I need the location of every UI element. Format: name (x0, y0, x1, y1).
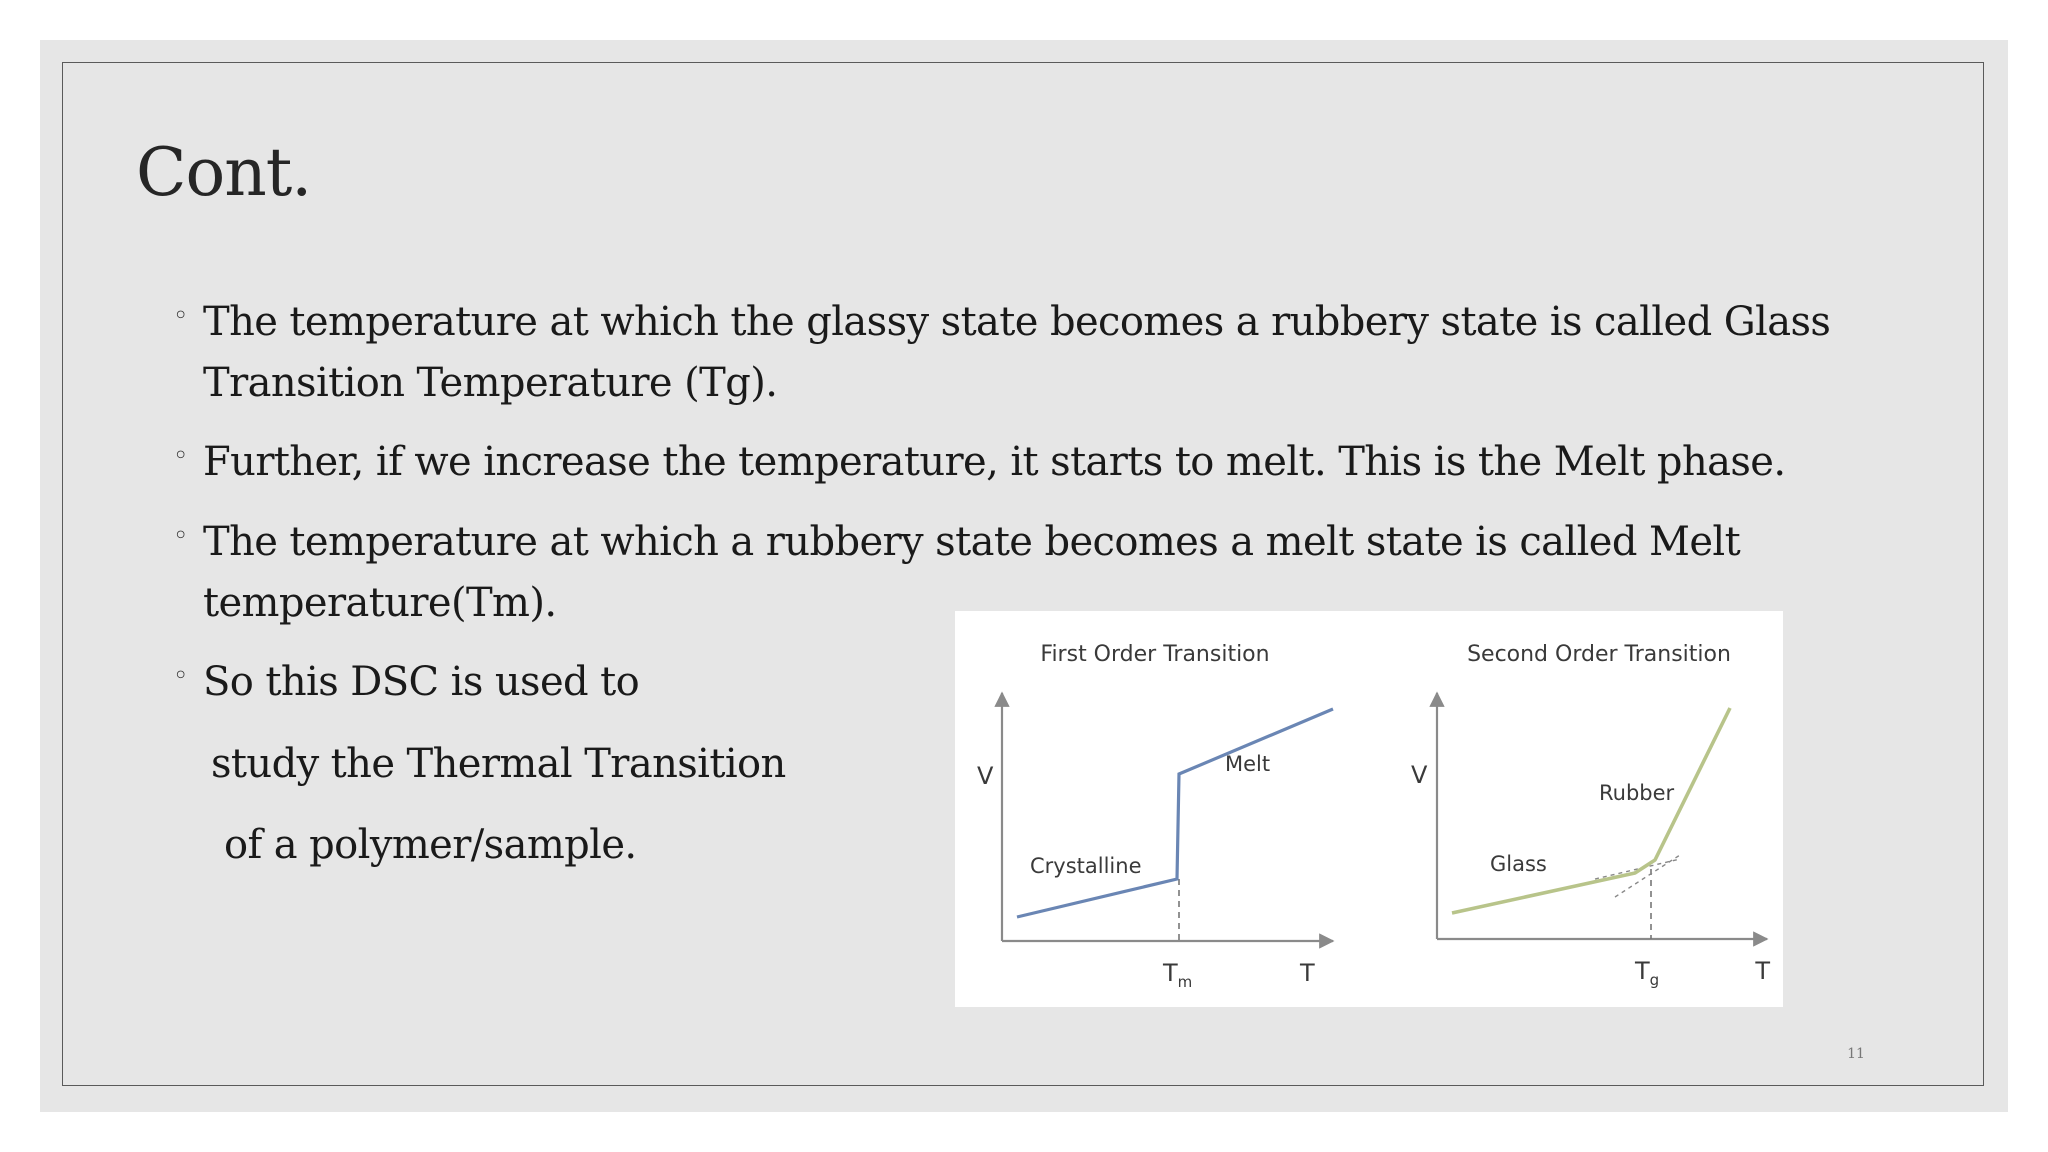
bullet-continuation-line: study the Thermal Transition (211, 741, 786, 787)
tg-label: $T_g$ (1635, 957, 1660, 989)
bullet-marker: ◦ (173, 661, 189, 691)
rubber-label: Rubber (1599, 781, 1675, 805)
thermal-transition-figure (955, 611, 1783, 1007)
bullet-marker: ◦ (173, 441, 189, 471)
bullet-item (173, 292, 1913, 414)
slide-title: Cont. (136, 134, 312, 211)
bullet-text: So this DSC is used to (203, 659, 640, 705)
crystalline-label: Crystalline (1030, 854, 1142, 878)
tg-extrapolation-glass (1595, 859, 1680, 879)
transition-diagram (955, 611, 1783, 1007)
second-order-panel (1411, 642, 1770, 989)
bullet-item (173, 432, 1913, 493)
left-x-axis-label: T (1300, 959, 1315, 987)
right-x-axis-label: T (1755, 957, 1770, 985)
slide (40, 40, 2008, 1112)
right-y-axis-label: V (1411, 761, 1428, 789)
first-order-panel (977, 642, 1333, 991)
bullet-marker: ◦ (173, 301, 189, 331)
right-panel-title: Second Order Transition (1467, 642, 1731, 667)
melt-label: Melt (1225, 752, 1271, 776)
bullet-text: The temperature at which a rubbery state becomes a melt state is called Melt temperature(Tm). (203, 519, 1741, 626)
first-order-curve (1017, 709, 1333, 917)
glass-label: Glass (1490, 852, 1547, 876)
bullet-text: Further, if we increase the temperature, it starts to melt. This is the Melt phase. (203, 439, 1786, 485)
tm-label: $T_m$ (1163, 959, 1193, 991)
page-number: 11 (1847, 1046, 1865, 1062)
bullet-text: The temperature at which the glassy state becomes a rubbery state is called Glass Transition Temperature (Tg). (203, 299, 1831, 406)
bullet-item (173, 652, 973, 713)
left-y-axis-label: V (977, 762, 994, 790)
second-order-curve (1452, 708, 1730, 913)
bullet-marker: ◦ (173, 521, 189, 551)
left-panel-title: First Order Transition (1040, 642, 1270, 667)
bullet-continuation-line: of a polymer/sample. (224, 822, 637, 868)
